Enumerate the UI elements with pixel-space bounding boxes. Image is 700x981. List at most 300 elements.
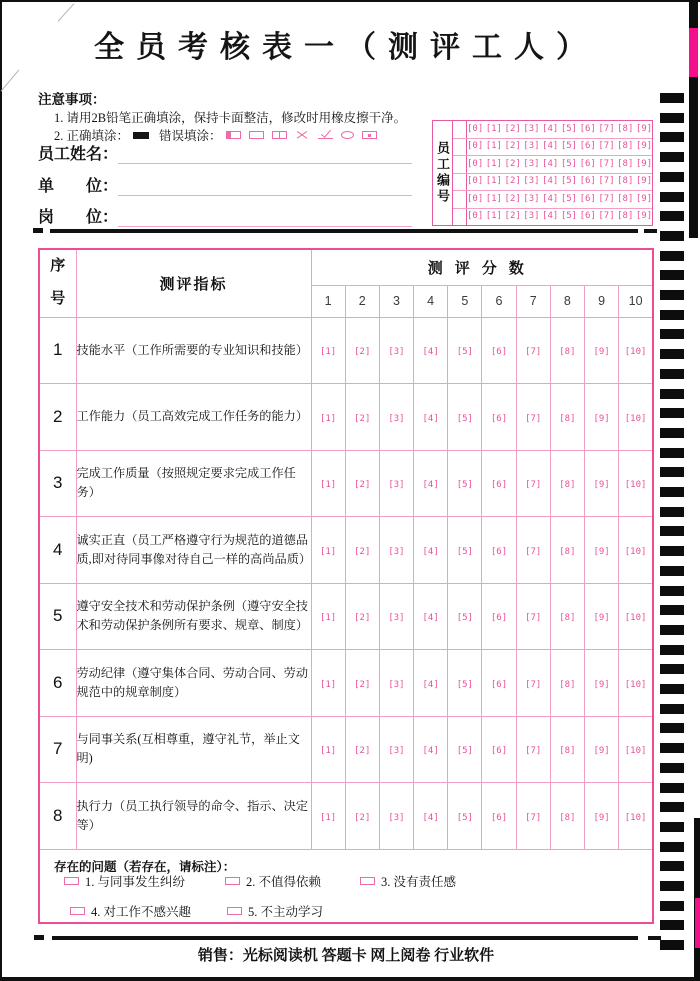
problem-item-3 — [360, 872, 456, 890]
omr-timing-mark — [660, 448, 684, 458]
problem-label: 2. 不值得依赖 — [246, 874, 322, 889]
problem-item-1 — [64, 872, 185, 890]
score-bubble-q4-5[interactable]: [5] — [456, 546, 473, 557]
score-bubble-q5-2[interactable]: [2] — [354, 613, 371, 624]
eid-bubble-row1-digit1[interactable]: [1] — [485, 123, 503, 134]
eid-bubble-row1-digit2[interactable]: [2] — [504, 123, 521, 134]
employee-id-bubble-strip — [467, 191, 652, 208]
problems-heading: 存在的问题（若存在，请标注）： — [54, 859, 236, 874]
employee-id-write-box[interactable] — [453, 139, 467, 156]
employee-id-write-box[interactable] — [453, 209, 467, 226]
omr-timing-mark — [660, 231, 684, 241]
employee-id-label: 员工编号 — [433, 121, 453, 225]
score-cell — [585, 716, 619, 783]
problem-checkbox-2[interactable] — [225, 877, 240, 885]
eid-bubble-row3-digit7[interactable]: [7] — [598, 158, 615, 169]
score-cell — [345, 384, 379, 451]
score-bubble-q7-7[interactable]: [7] — [525, 746, 542, 757]
indicator-row-6 — [39, 650, 653, 717]
score-bubble-q3-7[interactable]: [7] — [525, 480, 542, 491]
score-bubble-q6-1[interactable]: [1] — [319, 679, 337, 690]
score-bubble-q8-7[interactable]: [7] — [525, 812, 542, 823]
omr-timing-mark — [660, 901, 684, 911]
score-bubble-q1-9[interactable]: [9] — [593, 347, 610, 358]
score-bubble-q5-7[interactable]: [7] — [525, 613, 542, 624]
eid-bubble-row4-digit0[interactable]: [0] — [467, 176, 484, 187]
eid-bubble-row6-digit8[interactable]: [8] — [617, 211, 634, 222]
score-bubble-q8-4[interactable]: [4] — [422, 812, 439, 823]
eid-bubble-row3-digit9[interactable]: [9] — [635, 158, 653, 169]
eid-bubble-row2-digit1[interactable]: [1] — [485, 141, 503, 152]
score-cell — [585, 517, 619, 584]
eid-bubble-row4-digit4[interactable]: [4] — [542, 176, 559, 187]
score-bubble-q2-7[interactable]: [7] — [525, 413, 542, 424]
eid-bubble-row2-digit4[interactable]: [4] — [542, 141, 559, 152]
score-bubble-q2-2[interactable]: [2] — [354, 413, 371, 424]
problem-item-4 — [70, 902, 191, 920]
omr-magenta-strip-bottom — [695, 898, 700, 948]
eid-bubble-row4-digit8[interactable]: [8] — [617, 176, 634, 187]
score-bubble-q5-3[interactable]: [3] — [388, 613, 405, 624]
score-bubble-q3-10[interactable]: [10] — [624, 480, 647, 491]
row-number: 4 — [39, 517, 76, 584]
score-bubble-q6-9[interactable]: [9] — [593, 679, 610, 690]
score-bubble-q1-7[interactable]: [7] — [525, 347, 542, 358]
score-bubble-q2-3[interactable]: [3] — [388, 413, 405, 424]
score-bubble-q3-5[interactable]: [5] — [456, 480, 473, 491]
score-bubble-q6-4[interactable]: [4] — [422, 679, 439, 690]
employee-id-row-6 — [453, 209, 652, 226]
score-bubble-q1-10[interactable]: [10] — [624, 347, 647, 358]
score-bubble-q8-6[interactable]: [6] — [490, 812, 508, 823]
score-bubble-q8-9[interactable]: [9] — [593, 812, 610, 823]
score-bubble-q6-2[interactable]: [2] — [354, 679, 371, 690]
score-bubble-q8-10[interactable]: [10] — [624, 812, 647, 823]
problems-section — [39, 849, 653, 923]
eid-bubble-row3-digit4[interactable]: [4] — [542, 158, 559, 169]
score-cell — [550, 716, 584, 783]
eid-bubble-row1-digit4[interactable]: [4] — [542, 123, 559, 134]
omr-timing-mark — [660, 763, 684, 773]
score-cell — [414, 450, 448, 517]
score-bubble-q2-1[interactable]: [1] — [319, 413, 337, 424]
eid-bubble-row5-digit5[interactable]: [5] — [560, 193, 578, 204]
unit-field — [38, 174, 412, 196]
score-cell — [448, 650, 482, 717]
eid-bubble-row5-digit7[interactable]: [7] — [598, 193, 615, 204]
omr-timing-mark — [660, 389, 684, 399]
score-cell — [345, 317, 379, 384]
eid-bubble-row6-digit1[interactable]: [1] — [485, 211, 503, 222]
score-bubble-q4-9[interactable]: [9] — [593, 546, 610, 557]
score-bubble-q3-3[interactable]: [3] — [388, 480, 405, 491]
score-bubble-q1-4[interactable]: [4] — [422, 347, 439, 358]
omr-timing-mark — [660, 349, 684, 359]
score-bubble-q7-1[interactable]: [1] — [319, 746, 337, 757]
score-cell — [448, 450, 482, 517]
score-cell — [379, 650, 413, 717]
score-cell — [379, 517, 413, 584]
score-bubble-q4-4[interactable]: [4] — [422, 546, 439, 557]
eid-bubble-row2-digit6[interactable]: [6] — [579, 141, 596, 152]
eid-bubble-row5-digit6[interactable]: [6] — [579, 193, 596, 204]
omr-timing-mark — [660, 546, 684, 556]
employee-id-bubble-strip — [467, 156, 652, 173]
seq-column-header: 序号 — [39, 249, 76, 317]
unit-input-line[interactable] — [118, 173, 412, 196]
score-cell — [414, 650, 448, 717]
score-cell — [345, 716, 379, 783]
check-wrong-mark-icon — [318, 131, 333, 139]
score-bubble-q4-10[interactable]: [10] — [624, 546, 647, 557]
row-number: 7 — [39, 716, 76, 783]
score-cell — [379, 716, 413, 783]
score-bubble-q7-9[interactable]: [9] — [593, 746, 610, 757]
eid-bubble-row6-digit3[interactable]: [3] — [523, 211, 540, 222]
score-bubble-q6-5[interactable]: [5] — [456, 679, 473, 690]
eid-bubble-row1-digit6[interactable]: [6] — [579, 123, 596, 134]
eid-bubble-row3-digit8[interactable]: [8] — [617, 158, 634, 169]
score-cell — [516, 583, 550, 650]
score-cell — [311, 583, 345, 650]
score-cell — [585, 450, 619, 517]
score-cell — [585, 317, 619, 384]
notice-heading: 注意事项： — [38, 92, 106, 107]
omr-timing-mark — [660, 664, 684, 674]
eid-bubble-row3-digit0[interactable]: [0] — [467, 158, 484, 169]
eid-bubble-row4-digit2[interactable]: [2] — [504, 176, 521, 187]
eid-bubble-row2-digit2[interactable]: [2] — [504, 141, 521, 152]
eid-bubble-row6-digit0[interactable]: [0] — [467, 211, 484, 222]
score-header-1: 1 — [311, 285, 345, 317]
score-bubble-q7-6[interactable]: [6] — [490, 746, 508, 757]
omr-sync-dash — [644, 229, 657, 233]
eid-bubble-row5-digit9[interactable]: [9] — [635, 193, 653, 204]
correct-fill-mark-icon — [133, 132, 149, 139]
score-cell — [550, 517, 584, 584]
wrong-fill-label: 错误填涂： — [159, 129, 222, 143]
score-header-4: 4 — [414, 285, 448, 317]
post-label: 岗 位： — [38, 209, 119, 226]
omr-timing-mark — [660, 211, 684, 221]
score-bubble-q8-3[interactable]: [3] — [388, 812, 405, 823]
score-bubble-q1-8[interactable]: [8] — [559, 347, 576, 358]
omr-timing-mark — [660, 861, 684, 871]
employee-id-bubble-strip — [467, 139, 652, 156]
eid-bubble-row4-digit7[interactable]: [7] — [598, 176, 615, 187]
score-bubble-q3-6[interactable]: [6] — [490, 480, 508, 491]
problem-checkbox-1[interactable] — [64, 877, 79, 885]
score-bubble-q6-6[interactable]: [6] — [490, 679, 508, 690]
score-bubble-q1-2[interactable]: [2] — [354, 347, 371, 358]
score-bubble-q7-3[interactable]: [3] — [388, 746, 405, 757]
eid-bubble-row6-digit6[interactable]: [6] — [579, 211, 596, 222]
score-bubble-q5-5[interactable]: [5] — [456, 613, 473, 624]
scan-edge-bottom — [0, 977, 700, 981]
score-cell — [482, 450, 516, 517]
eid-bubble-row5-digit4[interactable]: [4] — [542, 193, 559, 204]
eid-bubble-row1-digit7[interactable]: [7] — [598, 123, 615, 134]
score-cell — [482, 716, 516, 783]
score-bubble-q5-1[interactable]: [1] — [319, 613, 337, 624]
row-number: 2 — [39, 384, 76, 451]
score-cell — [516, 317, 550, 384]
row-number: 6 — [39, 650, 76, 717]
score-bubble-q4-2[interactable]: [2] — [354, 546, 371, 557]
partial-wrong-mark-icon — [226, 131, 241, 139]
score-bubble-q7-10[interactable]: [10] — [624, 746, 647, 757]
score-bubble-q4-3[interactable]: [3] — [388, 546, 405, 557]
score-cell — [482, 650, 516, 717]
eid-bubble-row5-digit1[interactable]: [1] — [485, 193, 503, 204]
score-cell — [311, 517, 345, 584]
score-bubble-q6-8[interactable]: [8] — [559, 679, 576, 690]
employee-id-row-5 — [453, 191, 652, 209]
eid-bubble-row5-digit3[interactable]: [3] — [523, 193, 540, 204]
score-bubble-q3-8[interactable]: [8] — [559, 480, 576, 491]
score-cell — [311, 716, 345, 783]
eid-bubble-row4-digit5[interactable]: [5] — [560, 176, 578, 187]
score-cell — [516, 783, 550, 850]
scan-scratch — [58, 3, 75, 22]
score-bubble-q2-6[interactable]: [6] — [490, 413, 508, 424]
employee-name-label: 员工姓名： — [38, 146, 119, 163]
score-bubble-q4-6[interactable]: [6] — [490, 546, 508, 557]
eid-bubble-row6-digit2[interactable]: [2] — [504, 211, 521, 222]
eid-bubble-row2-digit8[interactable]: [8] — [617, 141, 634, 152]
score-bubble-q6-10[interactable]: [10] — [624, 679, 647, 690]
score-cell — [379, 384, 413, 451]
indicator-row-2 — [39, 384, 653, 451]
empty-wrong-mark-icon — [249, 131, 264, 139]
omr-timing-mark — [660, 93, 684, 103]
score-cell — [550, 317, 584, 384]
omr-timing-mark — [660, 152, 684, 162]
indicator-row-8 — [39, 783, 653, 850]
score-cell — [379, 783, 413, 850]
score-cell — [619, 716, 653, 783]
omr-timing-mark — [660, 132, 684, 142]
eid-bubble-row1-digit9[interactable]: [9] — [635, 123, 653, 134]
score-bubble-q6-7[interactable]: [7] — [525, 679, 542, 690]
score-bubble-q5-10[interactable]: [10] — [624, 613, 647, 624]
problem-checkbox-3[interactable] — [360, 877, 375, 885]
score-bubble-q1-3[interactable]: [3] — [388, 347, 405, 358]
employee-name-input-line[interactable] — [118, 141, 412, 164]
employee-id-bubble-strip — [467, 174, 652, 191]
eid-bubble-row3-digit6[interactable]: [6] — [579, 158, 596, 169]
line-wrong-mark-icon — [272, 131, 287, 139]
score-bubble-q5-8[interactable]: [8] — [559, 613, 576, 624]
score-cell — [516, 716, 550, 783]
score-bubble-q1-6[interactable]: [6] — [490, 347, 508, 358]
omr-timing-mark — [660, 192, 684, 202]
eid-bubble-row1-digit3[interactable]: [3] — [523, 123, 540, 134]
score-cell — [619, 517, 653, 584]
score-cell — [482, 783, 516, 850]
employee-id-block — [432, 120, 653, 226]
score-header-8: 8 — [550, 285, 584, 317]
score-cell — [414, 783, 448, 850]
score-cell — [311, 384, 345, 451]
omr-timing-mark — [660, 251, 684, 261]
score-cell — [482, 384, 516, 451]
indicator-column-header: 测评指标 — [76, 249, 311, 317]
eid-bubble-row4-digit9[interactable]: [9] — [635, 176, 653, 187]
employee-id-write-box[interactable] — [453, 174, 467, 191]
problem-label: 3. 没有责任感 — [381, 874, 457, 889]
score-cell — [311, 783, 345, 850]
score-cell — [482, 583, 516, 650]
score-cell — [345, 517, 379, 584]
omr-timing-mark — [660, 428, 684, 438]
eid-bubble-row2-digit3[interactable]: [3] — [523, 141, 540, 152]
indicator-text: 遵守安全技术和劳动保护条例（遵守安全技术和劳动保护条例所有要求、规章、制度） — [76, 583, 311, 650]
assessment-rows — [39, 317, 653, 849]
score-bubble-q7-2[interactable]: [2] — [354, 746, 371, 757]
omr-timing-mark — [660, 881, 684, 891]
assessment-table — [38, 248, 654, 924]
eid-bubble-row2-digit9[interactable]: [9] — [635, 141, 653, 152]
post-field — [38, 205, 412, 227]
score-bubble-q1-1[interactable]: [1] — [319, 347, 337, 358]
eid-bubble-row3-digit3[interactable]: [3] — [523, 158, 540, 169]
eid-bubble-row6-digit5[interactable]: [5] — [560, 211, 578, 222]
score-cell — [585, 583, 619, 650]
omr-sync-square — [33, 228, 43, 233]
score-bubble-q8-1[interactable]: [1] — [319, 812, 337, 823]
score-header-2: 2 — [345, 285, 379, 317]
omr-sync-line-top — [50, 229, 638, 233]
score-cell — [311, 650, 345, 717]
eid-bubble-row3-digit5[interactable]: [5] — [560, 158, 578, 169]
eid-bubble-row1-digit0[interactable]: [0] — [467, 123, 484, 134]
score-bubble-q7-5[interactable]: [5] — [456, 746, 473, 757]
problem-checkbox-5[interactable] — [227, 907, 242, 915]
indicator-text: 执行力（员工执行领导的命令、指示、决定等） — [76, 783, 311, 850]
omr-timing-mark — [660, 940, 684, 950]
score-bubble-q3-2[interactable]: [2] — [354, 480, 371, 491]
omr-timing-mark — [660, 802, 684, 812]
eid-bubble-row2-digit0[interactable]: [0] — [467, 141, 484, 152]
omr-timing-mark — [660, 290, 684, 300]
score-bubble-q1-5[interactable]: [5] — [456, 347, 473, 358]
score-bubble-q4-8[interactable]: [8] — [559, 546, 576, 557]
eid-bubble-row2-digit7[interactable]: [7] — [598, 141, 615, 152]
score-bubble-q7-8[interactable]: [8] — [559, 746, 576, 757]
employee-id-write-box[interactable] — [453, 121, 467, 138]
omr-timing-mark — [660, 723, 684, 733]
score-bubble-q2-5[interactable]: [5] — [456, 413, 473, 424]
score-bubble-q8-2[interactable]: [2] — [354, 812, 371, 823]
row-number: 8 — [39, 783, 76, 850]
problem-label: 5. 不主动学习 — [248, 904, 324, 919]
indicator-text: 劳动纪律（遵守集体合同、劳动合同、劳动规范中的规章制度） — [76, 650, 311, 717]
score-cell — [516, 450, 550, 517]
eid-bubble-row6-digit7[interactable]: [7] — [598, 211, 615, 222]
score-bubble-q4-1[interactable]: [1] — [319, 546, 337, 557]
score-bubble-q7-4[interactable]: [4] — [422, 746, 439, 757]
score-bubble-q3-9[interactable]: [9] — [593, 480, 610, 491]
scan-edge-left — [0, 0, 2, 981]
eid-bubble-row4-digit6[interactable]: [6] — [579, 176, 596, 187]
score-cell — [550, 384, 584, 451]
omr-timing-mark — [660, 684, 684, 694]
eid-bubble-row5-digit0[interactable]: [0] — [467, 193, 484, 204]
score-bubble-q3-1[interactable]: [1] — [319, 480, 337, 491]
eid-bubble-row6-digit4[interactable]: [4] — [542, 211, 559, 222]
score-bubble-q2-4[interactable]: [4] — [422, 413, 439, 424]
score-cell — [585, 783, 619, 850]
score-bubble-q4-7[interactable]: [7] — [525, 546, 542, 557]
unit-label: 单 位： — [38, 178, 119, 195]
score-bubble-q2-9[interactable]: [9] — [593, 413, 610, 424]
employee-id-write-box[interactable] — [453, 191, 467, 208]
omr-sync-square — [34, 935, 44, 940]
score-cell — [345, 583, 379, 650]
eid-bubble-row1-digit8[interactable]: [8] — [617, 123, 634, 134]
score-bubble-q3-4[interactable]: [4] — [422, 480, 439, 491]
eid-bubble-row1-digit5[interactable]: [5] — [560, 123, 578, 134]
employee-id-row-3 — [453, 156, 652, 174]
eid-bubble-row2-digit5[interactable]: [5] — [560, 141, 578, 152]
eid-bubble-row3-digit1[interactable]: [1] — [485, 158, 503, 169]
notice-line1: 1. 请用2B铅笔正确填涂，保持卡面整洁，修改时用橡皮擦干净。 — [54, 111, 407, 125]
score-bubble-q6-3[interactable]: [3] — [388, 679, 405, 690]
dot-wrong-mark-icon — [362, 131, 377, 139]
form-title: 全员考核表一（测评工人） — [94, 31, 598, 64]
problem-checkbox-4[interactable] — [70, 907, 85, 915]
eid-bubble-row5-digit8[interactable]: [8] — [617, 193, 634, 204]
score-header-10: 10 — [619, 285, 653, 317]
score-cell — [619, 783, 653, 850]
score-cell — [550, 450, 584, 517]
correct-fill-label: 2. 正确填涂： — [54, 129, 130, 143]
post-input-line[interactable] — [118, 204, 412, 227]
indicator-row-1 — [39, 317, 653, 384]
score-bubble-q5-6[interactable]: [6] — [490, 613, 508, 624]
score-cell — [516, 650, 550, 717]
score-bubble-q2-8[interactable]: [8] — [559, 413, 576, 424]
omr-timing-mark — [660, 113, 684, 123]
scan-scratch — [1, 69, 20, 91]
score-cell — [448, 317, 482, 384]
eid-bubble-row4-digit1[interactable]: [1] — [485, 176, 503, 187]
omr-timing-mark — [660, 310, 684, 320]
score-cell — [379, 317, 413, 384]
omr-timing-mark — [660, 526, 684, 536]
score-bubble-q5-9[interactable]: [9] — [593, 613, 610, 624]
score-cell — [550, 583, 584, 650]
score-cell — [448, 583, 482, 650]
eid-bubble-row4-digit3[interactable]: [3] — [523, 176, 540, 187]
eid-bubble-row5-digit2[interactable]: [2] — [504, 193, 521, 204]
score-cell — [585, 384, 619, 451]
score-cell — [482, 517, 516, 584]
scan-edge-top — [0, 0, 700, 2]
indicator-text: 工作能力（员工高效完成工作任务的能力） — [76, 384, 311, 451]
score-bubble-q2-10[interactable]: [10] — [624, 413, 647, 424]
eid-bubble-row6-digit9[interactable]: [9] — [635, 211, 653, 222]
indicator-row-4 — [39, 517, 653, 584]
score-cell — [448, 783, 482, 850]
eid-bubble-row3-digit2[interactable]: [2] — [504, 158, 521, 169]
employee-id-write-box[interactable] — [453, 156, 467, 173]
score-bubble-q8-8[interactable]: [8] — [559, 812, 576, 823]
score-bubble-q5-4[interactable]: [4] — [422, 613, 439, 624]
score-bubble-q8-5[interactable]: [5] — [456, 812, 473, 823]
score-cell — [345, 650, 379, 717]
